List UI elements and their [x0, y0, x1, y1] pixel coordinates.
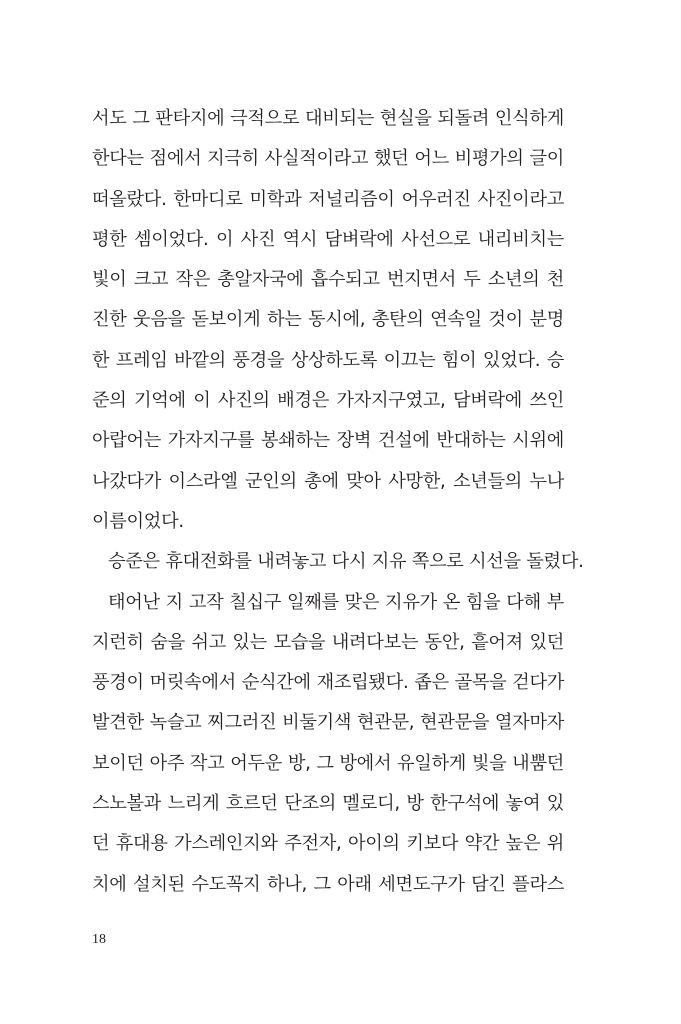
text-line: 나갔다가 이스라엘 군인의 총에 맞아 사망한, 소년들의 누나 [92, 470, 564, 492]
text-line: 한다는 점에서 지극히 사실적이라고 했던 어느 비평가의 글이 [92, 148, 564, 170]
text-line: 풍경이 머릿속에서 순식간에 재조립됐다. 좁은 골목을 걷다가 [92, 672, 564, 694]
text-line: 보이던 아주 작고 어두운 방, 그 방에서 유일하게 빛을 내뿜던 [92, 752, 564, 774]
text-line: 아랍어는 가자지구를 봉쇄하는 장벽 건설에 반대하는 시위에 [92, 430, 564, 452]
text-line: 서도 그 판타지에 극적으로 대비되는 현실을 되돌려 인식하게 [92, 108, 564, 129]
text-line: 평한 셈이었다. 이 사진 역시 담벼락에 사선으로 내리비치는 [92, 228, 564, 250]
text-line: 진한 웃음을 돋보이게 하는 동시에, 총탄의 연속일 것이 분명 [92, 309, 564, 331]
text-line-paragraph: 승준은 휴대전화를 내려놓고 다시 지유 쪽으로 시선을 돌렸다. [108, 551, 584, 573]
text-line-paragraph-start: 태어난 지 고작 칠십구 일째를 맞은 지유가 온 힘을 다해 부 [108, 591, 564, 613]
text-line-paragraph-end: 이름이었다. [92, 510, 184, 532]
text-line: 치에 설치된 수도꼭지 하나, 그 아래 세면도구가 담긴 플라스 [92, 873, 564, 895]
text-line: 떠올랐다. 한마디로 미학과 저널리즘이 어우러진 사진이라고 [92, 188, 564, 210]
text-line: 한 프레임 바깥의 풍경을 상상하도록 이끄는 힘이 있었다. 승 [92, 349, 564, 371]
body-text [92, 99, 584, 905]
text-line: 스노볼과 느리게 흐르던 단조의 멜로디, 방 한구석에 놓여 있 [92, 793, 564, 815]
text-line: 발견한 녹슬고 찌그러진 비둘기색 현관문, 현관문을 열자마자 [92, 712, 564, 734]
text-line: 빛이 크고 작은 총알자국에 흡수되고 번지면서 두 소년의 천 [92, 269, 564, 291]
text-line: 준의 기억에 이 사진의 배경은 가자지구였고, 담벼락에 쓰인 [92, 390, 564, 412]
page-number: 18 [92, 932, 106, 947]
text-line: 던 휴대용 가스레인지와 주전자, 아이의 키보다 약간 높은 위 [92, 833, 564, 855]
text-line: 지런히 숨을 쉬고 있는 모습을 내려다보는 동안, 흩어져 있던 [92, 631, 564, 653]
